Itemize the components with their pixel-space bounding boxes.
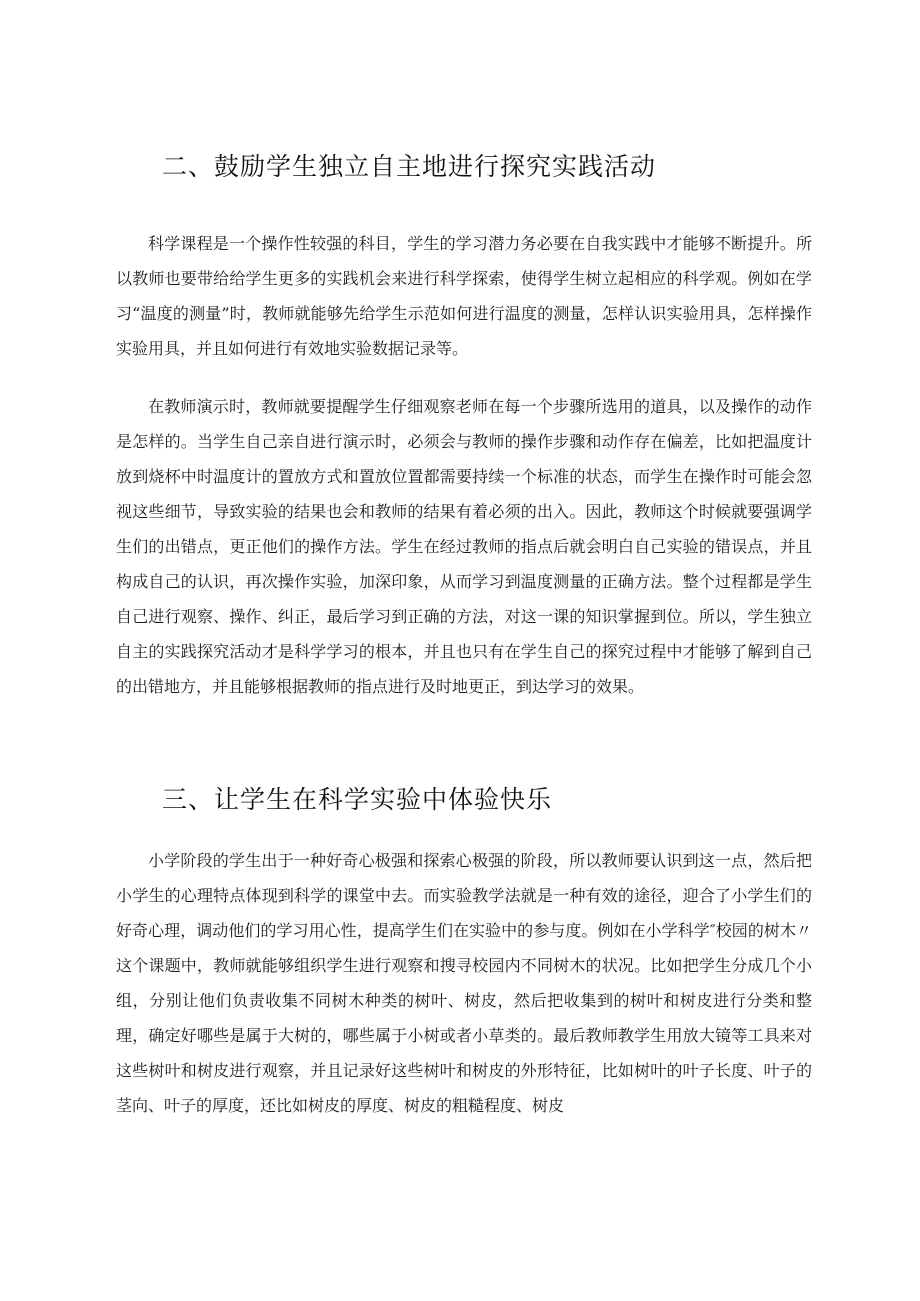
section-heading-2: 二、鼓励学生独立自主地进行探究实践活动 <box>162 152 657 181</box>
paragraph-practice-intro: 科学课程是一个操作性较强的科目，学生的学习潜力务必要在自我实践中才能够不断提升。所以教师也要带给给学生更多的实践机会来进行科学探索，使得学生树立起相应的科学观。例如在学习“温度的测量”时，教师就能够先给学生示范如何进行温度的测量，怎样认识实验用具，怎样操作实验用具，并且如何进行有效地实验数据记录等。 <box>116 234 812 358</box>
section-heading-3: 三、让学生在科学实验中体验快乐 <box>162 785 553 814</box>
paragraph-experiment-joy: 小学阶段的学生出于一种好奇心极强和探索心极强的阶段，所以教师要认识到这一点，然后把小学生的心理特点体现到科学的课堂中去。而实验教学法就是一种有效的途径，迎合了小学生们的好奇心理，调动他们的学习用心性，提高学生们在实验中的参与度。例如在小学科学″校园的树木〃这个课题中，教师就能够组织学生进行观察和搜寻校园内不同树木的状况。比如把学生分成几个小组，分别让他们负责收集不同树木种类的树叶、树皮，然后把收集到的树叶和树皮进行分类和整理，确定好哪些是属于大树的，哪些属于小树或者小草类的。最后教师教学生用放大镜等工具来对这些树叶和树皮进行观察，并且记录好这些树叶和树皮的外形特征，比如树叶的叶子长度、叶子的茎向、叶子的厚度，还比如树皮的厚度、树皮的粗糙程度、树皮 <box>116 851 812 1115</box>
paragraph-teacher-demo: 在教师演示时，教师就要提醒学生仔细观察老师在每一个步骤所选用的道具，以及操作的动作是怎样的。当学生自己亲自进行演示时，必须会与教师的操作步骤和动作存在偏差，比如把温度计放到烧杯中时温度计的置放方式和置放位置都需要持续一个标准的状态，而学生在操作时可能会忽视这些细节，导致实验的结果也会和教师的结果有着必须的出入。因此，教师这个时候就要强调学生们的出错点，更正他们的操作方法。学生在经过教师的指点后就会明白自己实验的错误点，并且构成自己的认识，再次操作实验，加深印象，从而学习到温度测量的正确方法。整个过程都是学生自己进行观察、操作、纠正，最后学习到正确的方法，对这一课的知识掌握到位。所以，学生独立自主的实践探究活动才是科学学习的根本，并且也只有在学生自己的探究过程中才能够了解到自己的出错地方，并且能够根据教师的指点进行及时地更正，到达学习的效果。 <box>116 397 812 696</box>
